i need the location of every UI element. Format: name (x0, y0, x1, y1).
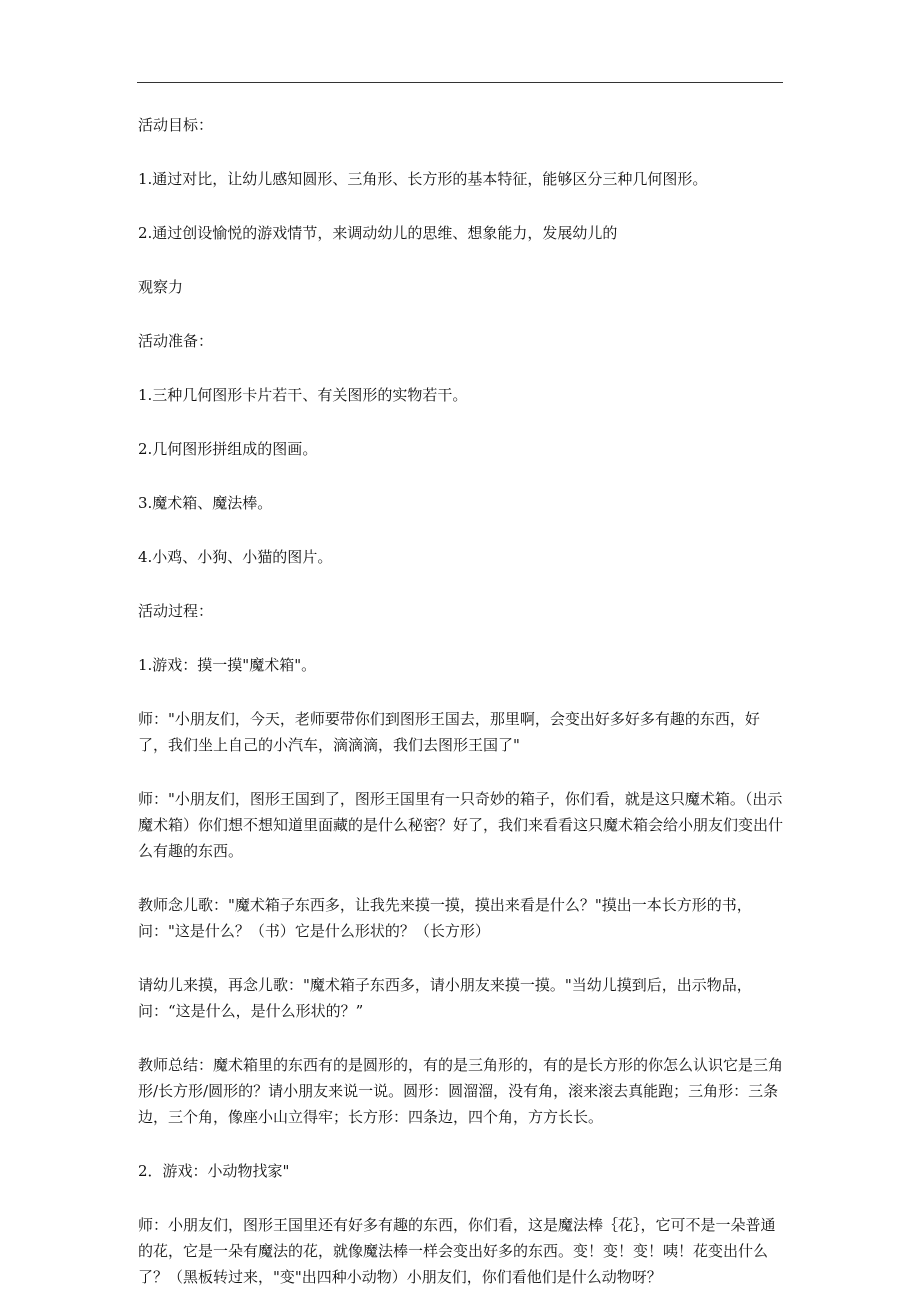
paragraph-teacher-1: 师："小朋友们，今天，老师要带你们到图形王国去，那里啊，会变出好多好多有趣的东西，好了，我们坐上自己的小汽车，滴滴滴，我们去图形王国了" (138, 710, 760, 754)
paragraph-goal-2: 2.通过创设愉悦的游戏情节，来调动幼儿的思维、想象能力，发展幼儿的 (138, 224, 618, 242)
paragraph-prep-heading: 活动准备： (138, 332, 214, 350)
paragraph-prep-4: 4.小鸡、小狗、小猫的图片。 (138, 548, 333, 566)
paragraph-summary: 教师总结：魔术箱里的东西有的是圆形的，有的是三角形的，有的是长方形的你怎么认识它是三角形/长方形/圆形的？请小朋友来说一说。圆形：圆溜溜，没有角，滚来滚去真能跑；三角形：三条边，三个角，像座小山立得牢；长方形：四条边，四个角，方方长长。 (138, 1056, 784, 1126)
paragraph-game-1: 1.游戏：摸一摸"魔术箱"。 (138, 656, 317, 674)
paragraph-goals-heading: 活动目标： (138, 116, 214, 134)
paragraph-teacher-2: 师："小朋友们，图形王国到了，图形王国里有一只奇妙的箱子，你们看，就是这只魔术箱。（出示魔术箱）你们想不想知道里面藏的是什么秘密？好了，我们来看看这只魔术箱会给小朋友们变出什么有趣的东西。 (138, 790, 784, 860)
paragraph-rhyme-1: 教师念儿歌："魔术箱子东西多，让我先来摸一摸，摸出来看是什么？"摸出一本长方形的书，问："这是什么？（书）它是什么形状的？（长方形） (138, 896, 752, 940)
paragraph-prep-1: 1.三种几何图形卡片若干、有关图形的实物若干。 (138, 386, 468, 404)
document-body (138, 112, 788, 1290)
paragraph-process-heading: 活动过程： (138, 602, 214, 620)
header-rule (137, 82, 783, 83)
paragraph-goal-2-cont: 观察力 (138, 278, 184, 296)
paragraph-prep-3: 3.魔术箱、魔法棒。 (138, 494, 273, 512)
paragraph-game-2: 2．游戏：小动物找家" (138, 1162, 290, 1180)
paragraph-rhyme-2: 请幼儿来摸，再念儿歌："魔术箱子东西多，请小朋友来摸一摸。"当幼儿摸到后，出示物品，问：“这是什么，是什么形状的？” (138, 976, 752, 1020)
paragraph-teacher-3: 师：小朋友们，图形王国里还有好多有趣的东西，你们看，这是魔法棒｛花｝，它可不是一朵普通的花，它是一朵有魔法的花，就像魔法棒一样会变出好多的东西。变！变！变！咦！花变出什么了？（黑板转过来，"变"出四种小动物）小朋友们，你们看他们是什么动物呀？ (138, 1216, 776, 1286)
paragraph-goal-1: 1.通过对比，让幼儿感知圆形、三角形、长方形的基本特征，能够区分三种几何图形。 (138, 170, 708, 188)
paragraph-prep-2: 2.几何图形拼组成的图画。 (138, 440, 318, 458)
